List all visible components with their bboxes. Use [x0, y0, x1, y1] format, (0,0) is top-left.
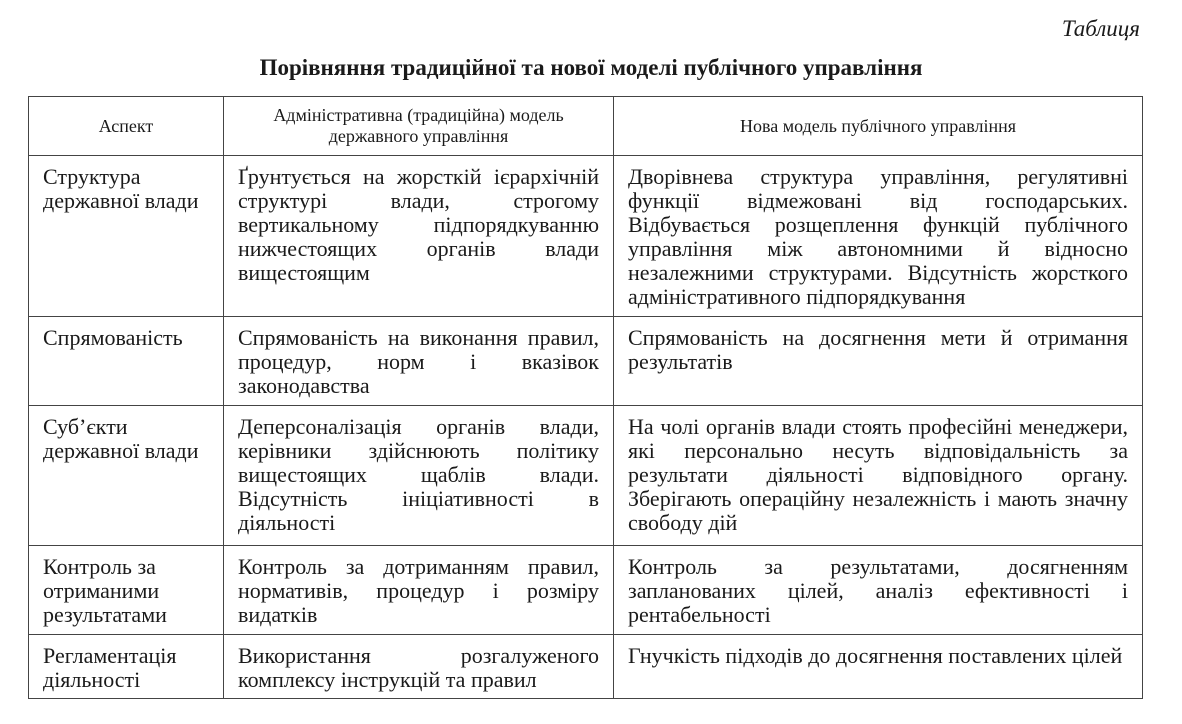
table-title: Порівняння традиційної та нової моделі публічного управління [259, 55, 923, 80]
cell-new: Контроль за результатами, досягненням запланованих цілей, аналіз ефективності і рентабельності [614, 546, 1143, 635]
cell-aspect: Регламентація діяльності [29, 635, 224, 699]
cell-new: На чолі органів влади стоять професійні менеджери, які персонально несуть відповідальність за результати діяльності відповідного органу. Зберігають операційну незалежність і мають значну свободу дій [614, 406, 1143, 546]
cell-aspect: Суб’єкти державної влади [29, 406, 224, 546]
cell-aspect: Спрямованість [29, 317, 224, 406]
cell-new: Дворівнева структура управління, регулятивні функції відмежовані від господарських. Відбувається розщеплення функцій публічного управління між автономними й відносно незалежними структурами. Відсутність жорсткого адміністративного підпорядкування [614, 156, 1143, 317]
cell-aspect: Контроль за отриманими результатами [29, 546, 224, 635]
header-new-model: Нова модель публічного управління [614, 97, 1143, 156]
table-header-row [29, 97, 1143, 156]
cell-new: Спрямованість на досягнення мети й отримання результатів [614, 317, 1143, 406]
header-traditional-model: Адміністративна (традиційна) модель державного управління [224, 97, 614, 156]
cell-new: Гнучкість підходів до досягнення поставлених цілей [614, 635, 1143, 699]
header-aspect: Аспект [29, 97, 224, 156]
cell-traditional: Контроль за дотриманням правил, нормативів, процедур і розміру видатків [224, 546, 614, 635]
table-caption: Таблиця [1061, 16, 1140, 41]
cell-traditional: Деперсоналізація органів влади, керівники здійснюють політику вищестоящих щаблів влади. Відсутність ініціативності в діяльності [224, 406, 614, 546]
cell-aspect: Структура державної влади [29, 156, 224, 317]
cell-traditional: Використання розгалуженого комплексу інструкцій та правил [224, 635, 614, 699]
cell-traditional: Ґрунтується на жорсткій ієрархічній структурі влади, строгому вертикальному підпорядкуванню нижчестоящих органів влади вищестоящим [224, 156, 614, 317]
table-row [29, 635, 1143, 699]
table-row [29, 156, 1143, 317]
table-row [29, 317, 1143, 406]
table-row [29, 406, 1143, 546]
table-row [29, 546, 1143, 635]
cell-traditional: Спрямованість на виконання правил, процедур, норм і вказівок законодавства [224, 317, 614, 406]
comparison-table [28, 96, 1143, 699]
